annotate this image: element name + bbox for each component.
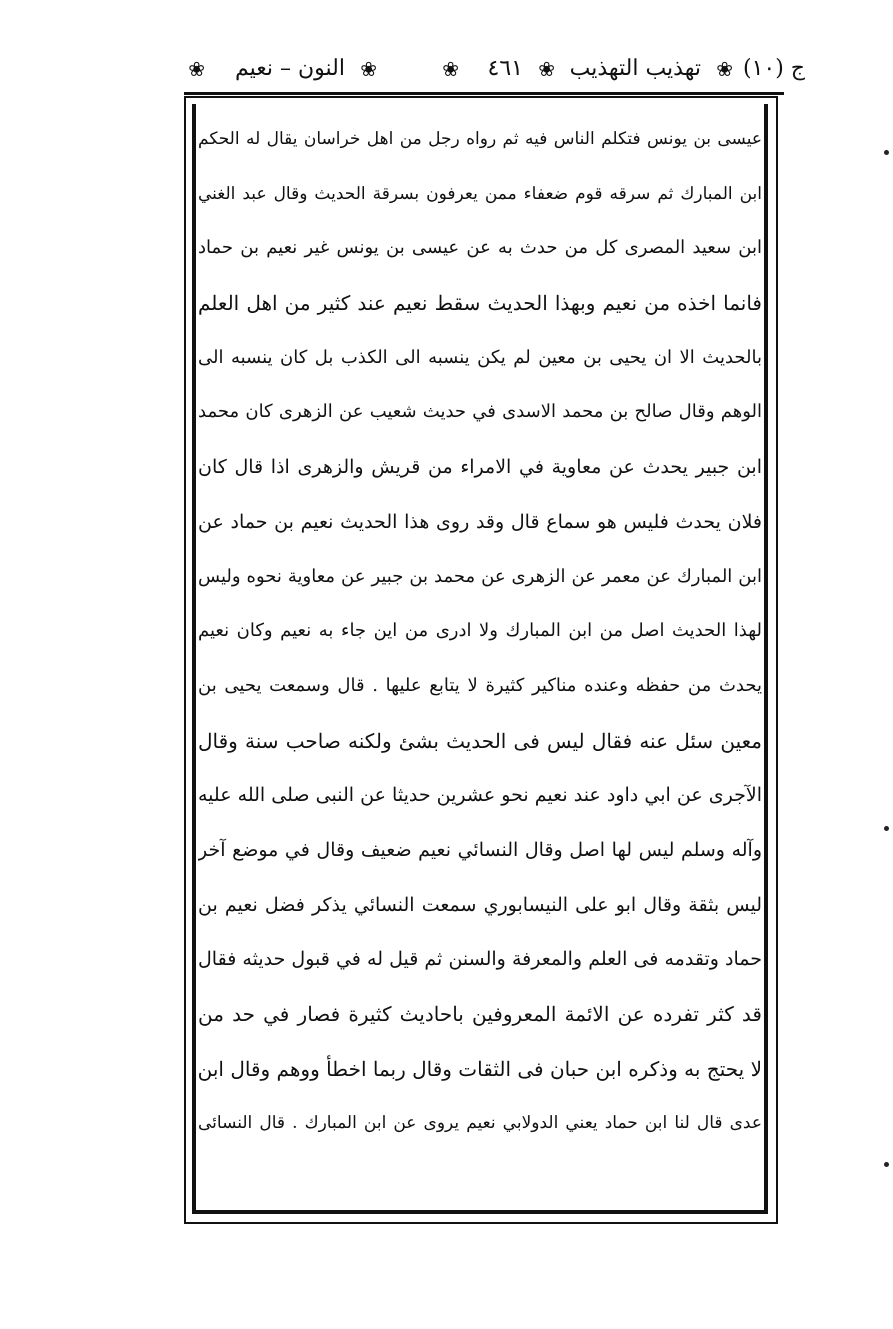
text-line: بالحديث الا ان يحيى بن معين لم يكن ينسبه الى الكذب بل كان ينسبه الى [198,346,762,368]
text-line: الآجرى عن ابي داود عند نعيم نحو عشرين حديثا عن النبى صلى الله عليه [198,784,762,807]
scan-speck [884,150,889,155]
text-line: ابن جبير يحدث عن معاوية في الامراء من قريش والزهرى اذا قال كان [198,456,762,479]
ornament-icon: ❀ [188,57,205,81]
scan-speck [884,826,889,831]
text-line: حماد وتقدمه فى العلم والمعرفة والسنن ثم قيل له في قبول حديثه فقال [198,948,762,971]
text-line: الوهم وقال صالح بن محمد الاسدى في حديث شعيب عن الزهرى كان محمد [198,401,762,423]
text-line: يحدث من حفظه وعنده مناكير كثيرة لا يتابع عليها . قال وسمعت يحيى بن [198,674,762,696]
text-line: فلان يحدث فليس هو سماع قال وقد روى هذا الحديث نعيم بن حماد عن [198,510,762,533]
page-number: ٤٦١ [487,56,523,81]
page-header [175,46,805,92]
text-line: ابن المبارك عن معمر عن الزهرى عن محمد بن جبير عن معاوية نحوه وليس [198,565,762,587]
scan-speck [884,1162,889,1167]
body-text [198,112,762,1212]
text-line: ابن سعيد المصرى كل من حدث به عن عيسى بن يونس غير نعيم بن حماد [198,237,762,259]
text-line: قد كثر تفرده عن الائمة المعروفين باحاديث كثيرة فصار في حد من [198,1002,762,1026]
text-line: ابن المبارك ثم سرقه قوم ضعفاء ممن يعرفون بسرقة الحديث وقال عبد الغني [198,183,762,204]
text-line: ليس بثقة وقال ابو على النيسابوري سمعت النسائي يذكر فضل نعيم بن [198,893,762,916]
text-line: فانما اخذه من نعيم وبهذا الحديث سقط نعيم عند كثير من اهل العلم [198,291,762,316]
section-label: النون – نعيم [235,56,345,81]
text-line: معين سئل عنه فقال ليس فى الحديث بشئ ولكنه صاحب سنة وقال [198,728,762,753]
ornament-icon: ❀ [442,57,459,81]
text-line: وآله وسلم ليس لها اصل وقال النسائي نعيم ضعيف وقال في موضع آخر [198,838,762,861]
text-line: عدى قال لنا ابن حماد يعني الدولابي نعيم يروى عن ابن المبارك . قال النسائى [198,1113,762,1134]
ornament-icon: ❀ [538,57,555,81]
book-title: تهذيب التهذيب [569,56,701,81]
ornament-icon: ❀ [716,57,733,81]
text-line: لا يحتج به وذكره ابن حبان فى الثقات وقال ربما اخطأ ووهم وقال ابن [198,1056,762,1081]
ornament-icon: ❀ [360,57,377,81]
header-rule [184,92,784,95]
text-line: لهذا الحديث اصل من ابن المبارك ولا ادرى من اين جاء به نعيم وكان نعيم [198,620,762,642]
text-line: عيسى بن يونس فتكلم الناس فيه ثم رواه رجل من اهل خراسان يقال له الحكم [198,129,762,149]
volume-label: ج (١٠) [742,56,805,81]
